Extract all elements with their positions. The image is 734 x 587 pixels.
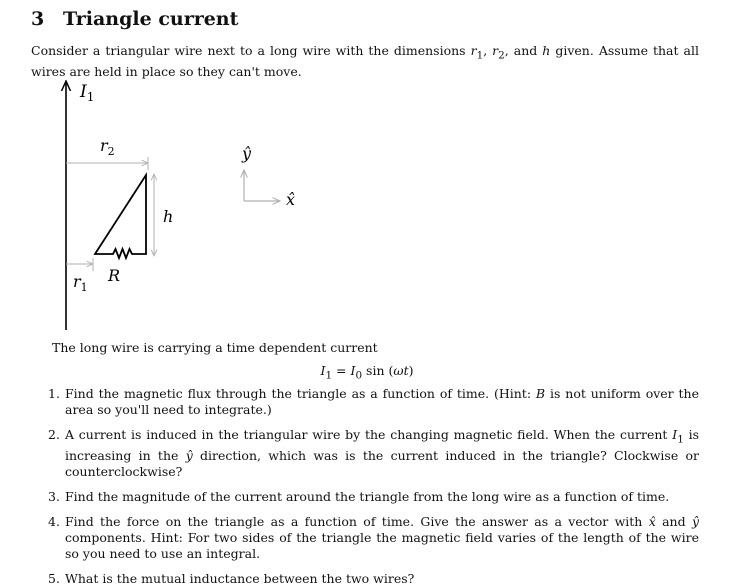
- eq-amplitude: I: [350, 363, 356, 378]
- question-text: components. Hint: For two sides of the triangle the magnetic field varies of the length of the wire so you need to use an integral.: [65, 529, 699, 561]
- eq-close: ): [408, 363, 414, 378]
- question-number: 1.: [48, 386, 60, 401]
- question-item: [48, 514, 699, 562]
- question-text: and: [655, 513, 692, 529]
- question-item: [48, 386, 699, 418]
- intro-h-var: h: [542, 43, 551, 58]
- question-text: is increasing in the: [65, 427, 699, 463]
- question-list: [48, 386, 699, 587]
- section-title-text: Triangle current: [63, 8, 239, 30]
- current-equation: [0, 363, 734, 382]
- section-number: 3: [31, 8, 45, 30]
- lead-text: The long wire is carrying a time dependent current: [52, 340, 378, 355]
- question-text: Find the magnetic flux through the triangle as a function of time. (Hint:: [65, 386, 536, 401]
- question-var: ŷ: [185, 447, 193, 463]
- question-number: 5.: [48, 570, 60, 586]
- question-item: [48, 427, 699, 480]
- x-axis-label: x̂: [286, 190, 296, 209]
- intro-sep-2: , and: [504, 43, 543, 58]
- question-item: [48, 489, 699, 505]
- question-number: 4.: [48, 513, 60, 529]
- eq-argument: ωt: [393, 363, 409, 378]
- question-var: x̂: [648, 513, 656, 529]
- question-text: A current is induced in the triangular wire by the changing magnetic field. When the current: [65, 427, 673, 442]
- question-text: is not uniform over the area so you'll need to integrate.): [65, 386, 700, 417]
- question-var: ŷ: [691, 513, 699, 529]
- r1-label: $r_1$: [73, 272, 88, 294]
- question-item: [48, 571, 699, 587]
- current-label: $I_1$: [80, 82, 95, 104]
- intro-text-2: given. Assume that all wires are held in place so they can't move.: [31, 43, 699, 79]
- r2-label: $r_2$: [100, 136, 115, 158]
- intro-r2-var: r: [492, 43, 499, 58]
- question-var-sub: 1: [677, 433, 684, 446]
- triangle-wire: [95, 175, 146, 258]
- intro-r1-var: r: [470, 43, 477, 58]
- eq-lhs: I: [320, 363, 326, 378]
- question-var: I: [672, 427, 678, 442]
- question-text: Find the force on the triangle as a function of time. Give the answer as a vector with: [65, 513, 649, 529]
- intro-text-1: Consider a triangular wire next to a long wire with the dimensions: [31, 43, 471, 58]
- eq-amplitude-sub: 0: [355, 369, 363, 382]
- intro-r1-sub: 1: [476, 49, 484, 62]
- question-number: 2.: [48, 427, 60, 442]
- question-number: 3.: [48, 488, 60, 504]
- question-text: direction, which was is the current induced in the triangle? Clockwise or counterclockwise?: [65, 447, 700, 479]
- question-text: What is the mutual inductance between the two wires?: [65, 570, 415, 586]
- y-axis-label: ŷ: [242, 144, 252, 163]
- question-text: Find the magnitude of the current around the triangle from the long wire as a function of time.: [65, 488, 670, 504]
- resistor-label: R: [108, 266, 121, 285]
- intro-r2-sub: 2: [498, 49, 505, 62]
- question-var: B: [535, 386, 546, 401]
- eq-lhs-sub: 1: [325, 369, 333, 382]
- eq-equals: =: [332, 363, 351, 378]
- intro-sep-1: ,: [483, 43, 493, 58]
- eq-function: sin (: [362, 363, 394, 378]
- h-label: h: [163, 207, 174, 226]
